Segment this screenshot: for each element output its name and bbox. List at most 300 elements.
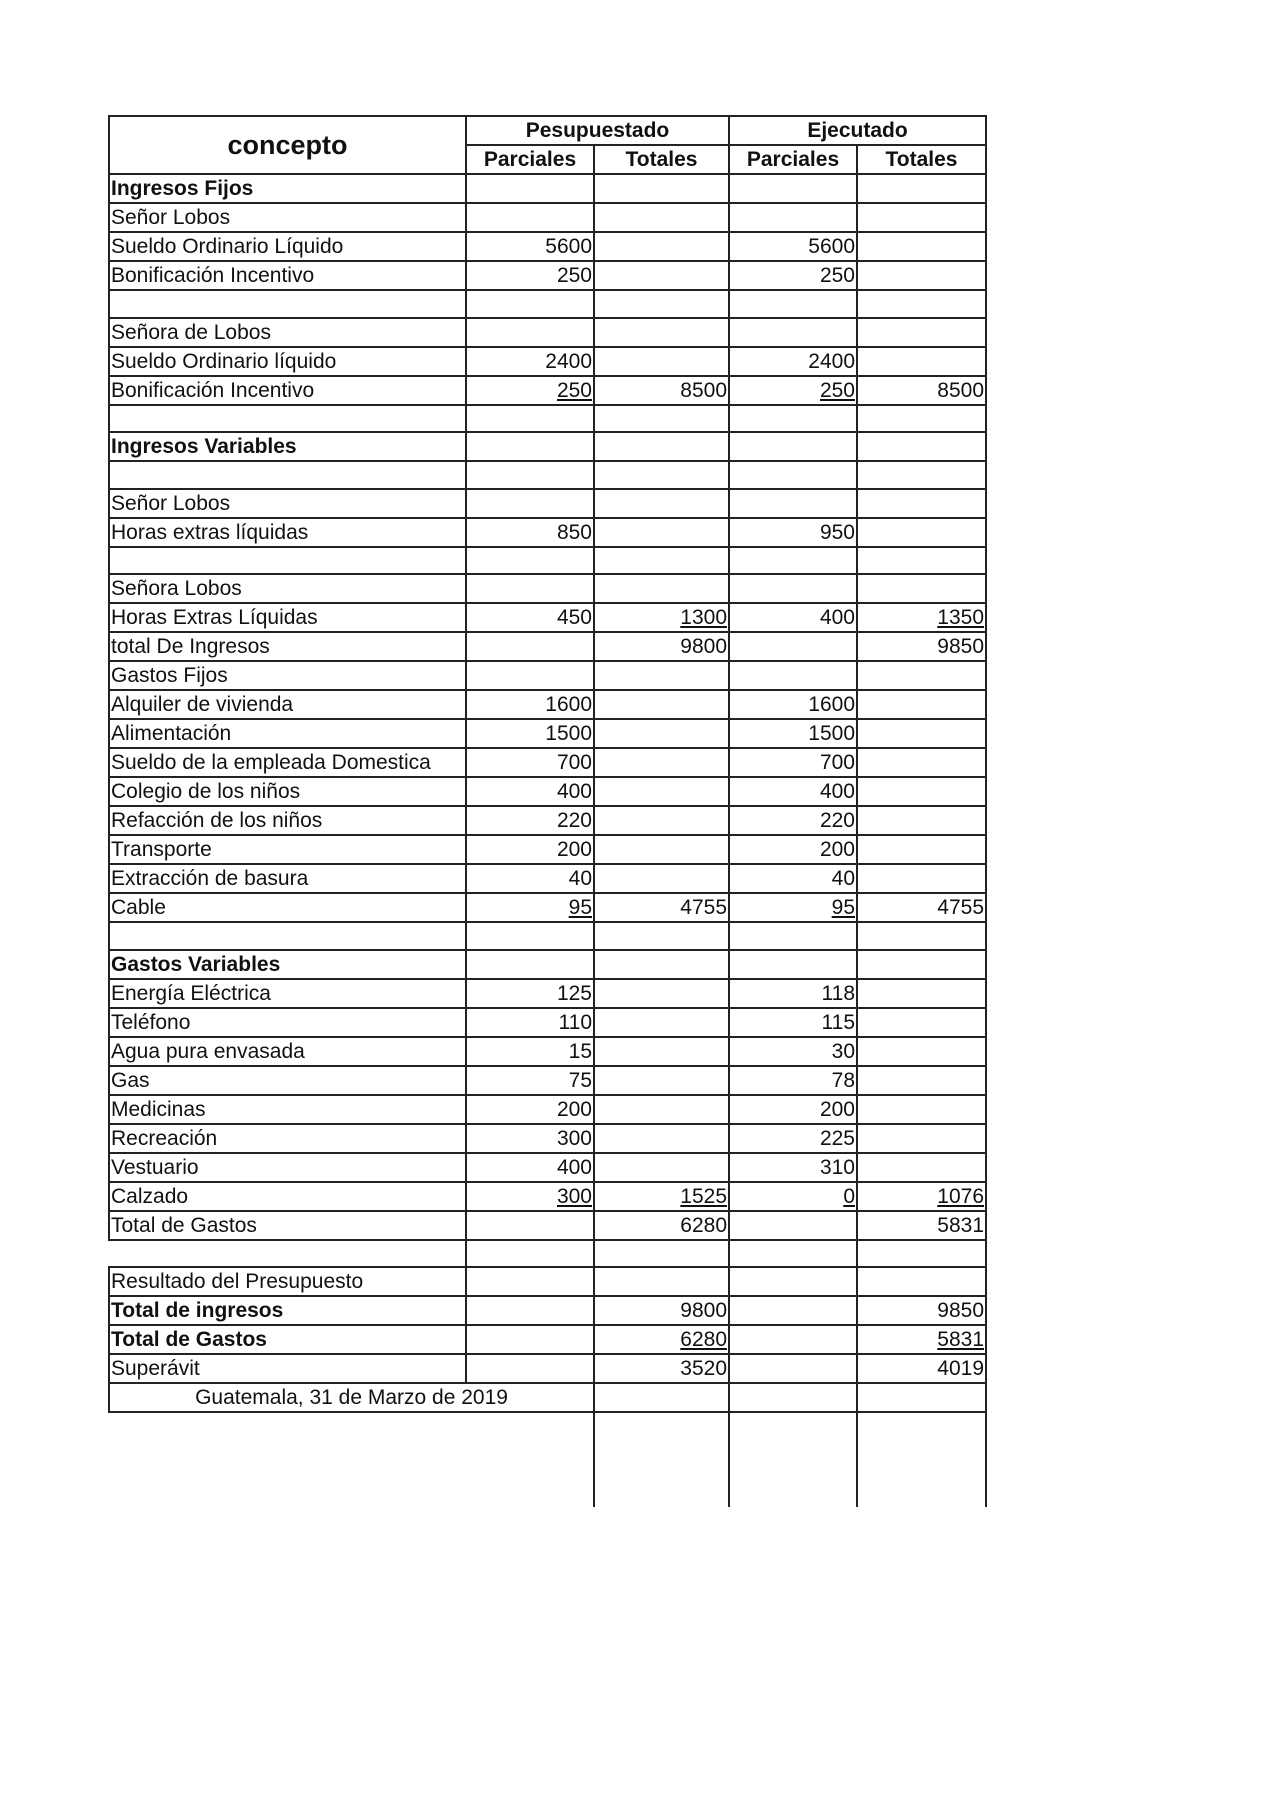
concepto-cell: Señor Lobos <box>109 489 466 518</box>
presupuestado-parcial-value: 1600 <box>545 693 592 716</box>
presupuestado-total-value: 6280 <box>680 1328 727 1351</box>
presupuestado-total-cell <box>594 405 729 433</box>
ejecutado-parcial-value: 950 <box>819 520 855 544</box>
ejecutado-parcial-cell <box>729 461 857 489</box>
presupuestado-parcial-cell <box>466 1095 594 1124</box>
ejecutado-parcial-value: 2400 <box>808 349 855 373</box>
ejecutado-parcial-cell <box>729 203 857 232</box>
ejecutado-parcial-value: 225 <box>819 1126 855 1150</box>
table-row <box>109 748 986 777</box>
presupuestado-total-value: 1300 <box>680 606 727 629</box>
table-row <box>109 1037 986 1066</box>
presupuestado-total-cell <box>594 1182 729 1211</box>
concepto-cell: Extracción de basura <box>109 864 466 893</box>
presupuestado-parcial-cell <box>466 461 594 489</box>
ejecutado-totales-header: Totales <box>857 145 986 174</box>
ejecutado-total-cell <box>857 864 986 893</box>
presupuestado-total-cell <box>594 318 729 347</box>
presupuestado-parcial-cell <box>466 922 594 950</box>
ejecutado-parcial-cell <box>729 864 857 893</box>
presupuestado-parcial-cell <box>466 376 594 405</box>
ejecutado-total-cell <box>857 1267 986 1296</box>
presupuestado-parcial-value: 250 <box>556 264 592 287</box>
ejecutado-parcial-cell <box>729 1153 857 1182</box>
presupuestado-parcial-value: 220 <box>556 809 592 832</box>
date-text: Guatemala, 31 de Marzo de 2019 <box>109 1383 594 1412</box>
presupuestado-parcial-value: 700 <box>556 751 592 774</box>
ejecutado-total-cell <box>857 603 986 632</box>
ejecutado-parcial-value: 118 <box>821 981 855 1005</box>
presupuestado-parcial-cell <box>466 432 594 461</box>
ejecutado-parcial-value: 5600 <box>808 235 855 258</box>
ejecutado-parcial-value: 1600 <box>808 693 855 716</box>
presupuestado-parcial-cell <box>466 405 594 433</box>
ejecutado-parcial-cell <box>729 979 857 1008</box>
presupuestado-parcial-value: 2400 <box>545 349 592 373</box>
presupuestado-parcial-cell <box>466 777 594 806</box>
ejecutado-total-value: 4755 <box>937 896 984 919</box>
concepto-cell <box>109 290 466 318</box>
table-row <box>109 261 986 290</box>
ejecutado-parcial-cell <box>729 922 857 950</box>
ejecutado-total-cell <box>857 806 986 835</box>
presupuestado-total-cell <box>594 489 729 518</box>
ejecutado-parcial-cell <box>729 318 857 347</box>
concepto-cell: Medicinas <box>109 1095 466 1124</box>
ejecutado-total-cell <box>857 261 986 290</box>
ejecutado-total-cell <box>857 347 986 376</box>
concepto-cell <box>109 922 466 950</box>
empty-cell <box>857 1383 986 1412</box>
concepto-cell: Refacción de los niños <box>109 806 466 835</box>
presupuestado-parcial-cell <box>466 1066 594 1095</box>
table-row <box>109 1354 986 1383</box>
table-row <box>109 719 986 748</box>
ejecutado-parcial-cell <box>729 347 857 376</box>
presupuestado-parciales-header: Parciales <box>466 145 594 174</box>
presupuestado-parcial-cell <box>466 174 594 203</box>
concepto-cell: Bonificación Incentivo <box>109 376 466 405</box>
concepto-cell: Recreación <box>109 1124 466 1153</box>
ejecutado-parcial-value: 40 <box>831 867 855 890</box>
ejecutado-parcial-cell <box>729 806 857 835</box>
table-row <box>109 1267 986 1296</box>
ejecutado-parcial-cell <box>729 893 857 922</box>
concepto-cell: Agua pura envasada <box>109 1037 466 1066</box>
table-row <box>109 979 986 1008</box>
ejecutado-parcial-value: 30 <box>831 1039 855 1063</box>
presupuestado-parcial-cell <box>466 547 594 575</box>
ejecutado-total-cell <box>857 922 986 950</box>
ejecutado-total-cell <box>857 1037 986 1066</box>
ejecutado-parcial-cell <box>729 690 857 719</box>
presupuestado-total-cell <box>594 1095 729 1124</box>
ejecutado-parcial-cell <box>729 1296 857 1325</box>
presupuestado-total-cell <box>594 893 729 922</box>
ejecutado-parcial-value: 200 <box>819 838 855 861</box>
table-row <box>109 518 986 547</box>
ejecutado-parcial-cell <box>729 174 857 203</box>
concepto-cell: Señora Lobos <box>109 574 466 603</box>
ejecutado-total-cell <box>857 950 986 979</box>
concepto-cell: Señor Lobos <box>109 203 466 232</box>
ejecutado-total-cell <box>857 1325 986 1354</box>
ejecutado-parcial-value: 250 <box>819 264 855 287</box>
ejecutado-total-value: 5831 <box>937 1328 984 1351</box>
presupuestado-total-cell <box>594 835 729 864</box>
ejecutado-parcial-cell <box>729 748 857 777</box>
budget-table <box>108 115 987 1507</box>
ejecutado-parcial-cell <box>729 1066 857 1095</box>
ejecutado-parcial-value: 1500 <box>808 722 855 745</box>
table-row <box>109 1153 986 1182</box>
ejecutado-parcial-cell <box>729 1182 857 1211</box>
table-row <box>109 835 986 864</box>
presupuestado-total-value: 8500 <box>680 378 727 402</box>
table-row <box>109 1124 986 1153</box>
table-row <box>109 347 986 376</box>
concepto-cell: Alimentación <box>109 719 466 748</box>
ejecutado-total-cell <box>857 461 986 489</box>
presupuestado-total-cell <box>594 1267 729 1296</box>
presupuestado-total-cell <box>594 1325 729 1354</box>
ejecutado-parcial-cell <box>729 835 857 864</box>
presupuestado-parcial-value: 850 <box>556 520 592 544</box>
table-row <box>109 1182 986 1211</box>
concepto-cell: Ingresos Fijos <box>109 174 466 203</box>
presupuestado-parcial-cell <box>466 574 594 603</box>
ejecutado-total-cell <box>857 489 986 518</box>
presupuestado-total-cell <box>594 661 729 690</box>
ejecutado-total-cell <box>857 1124 986 1153</box>
table-row <box>109 661 986 690</box>
table-row <box>109 232 986 261</box>
presupuestado-parcial-cell <box>466 1008 594 1037</box>
concepto-cell: Horas Extras Líquidas <box>109 603 466 632</box>
ejecutado-total-value: 4019 <box>937 1357 984 1380</box>
table-row <box>109 864 986 893</box>
concepto-cell <box>109 405 466 433</box>
concepto-cell: total De Ingresos <box>109 632 466 661</box>
ejecutado-parcial-cell <box>729 661 857 690</box>
ejecutado-header: Ejecutado <box>729 116 986 145</box>
presupuestado-parcial-value: 95 <box>568 896 592 919</box>
presupuestado-total-cell <box>594 806 729 835</box>
ejecutado-parcial-value: 310 <box>819 1155 855 1179</box>
presupuestado-parcial-cell <box>466 232 594 261</box>
presupuestado-parcial-value: 400 <box>556 780 592 803</box>
concepto-header: concepto <box>109 116 466 174</box>
ejecutado-parciales-header: Parciales <box>729 145 857 174</box>
ejecutado-parcial-value: 0 <box>843 1184 855 1208</box>
concepto-cell <box>109 547 466 575</box>
table-row <box>109 603 986 632</box>
presupuestado-total-cell <box>594 261 729 290</box>
ejecutado-parcial-cell <box>729 1325 857 1354</box>
ejecutado-total-cell <box>857 1354 986 1383</box>
ejecutado-parcial-cell <box>729 632 857 661</box>
concepto-cell: Superávit <box>109 1354 466 1383</box>
presupuestado-total-cell <box>594 864 729 893</box>
ejecutado-parcial-cell <box>729 1240 857 1268</box>
concepto-cell: Resultado del Presupuesto <box>109 1267 466 1296</box>
ejecutado-parcial-cell <box>729 1124 857 1153</box>
presupuestado-parcial-cell <box>466 1182 594 1211</box>
table-row <box>109 1296 986 1325</box>
presupuestado-parcial-cell <box>466 1037 594 1066</box>
ejecutado-total-cell <box>857 1066 986 1095</box>
presupuestado-total-cell <box>594 690 729 719</box>
concepto-cell: Energía Eléctrica <box>109 979 466 1008</box>
concepto-cell: Gastos Variables <box>109 950 466 979</box>
ejecutado-parcial-cell <box>729 1211 857 1240</box>
concepto-cell: Sueldo Ordinario líquido <box>109 347 466 376</box>
ejecutado-parcial-cell <box>729 489 857 518</box>
concepto-cell: Transporte <box>109 835 466 864</box>
presupuestado-parcial-value: 400 <box>556 1155 592 1179</box>
ejecutado-total-value: 9850 <box>937 1299 984 1322</box>
presupuestado-parcial-cell <box>466 290 594 318</box>
presupuestado-parcial-value: 200 <box>556 838 592 861</box>
ejecutado-total-cell <box>857 1296 986 1325</box>
table-row <box>109 547 986 575</box>
ejecutado-parcial-cell <box>729 574 857 603</box>
ejecutado-total-cell <box>857 835 986 864</box>
ejecutado-parcial-cell <box>729 950 857 979</box>
ejecutado-total-cell <box>857 979 986 1008</box>
presupuestado-parcial-cell <box>466 893 594 922</box>
ejecutado-parcial-cell <box>729 290 857 318</box>
ejecutado-parcial-value: 95 <box>831 896 855 919</box>
presupuestado-parcial-cell <box>466 1325 594 1354</box>
presupuestado-parcial-value: 40 <box>568 867 592 890</box>
table-row <box>109 290 986 318</box>
presupuestado-parcial-cell <box>466 632 594 661</box>
presupuestado-parcial-cell <box>466 318 594 347</box>
presupuestado-parcial-value: 125 <box>556 981 592 1005</box>
presupuestado-total-cell <box>594 748 729 777</box>
concepto-cell: Vestuario <box>109 1153 466 1182</box>
ejecutado-parcial-value: 250 <box>819 378 855 402</box>
presupuestado-total-value: 1525 <box>680 1184 727 1208</box>
presupuestado-parcial-cell <box>466 347 594 376</box>
empty-cell <box>729 1383 857 1412</box>
table-row <box>109 489 986 518</box>
ejecutado-parcial-cell <box>729 1008 857 1037</box>
presupuestado-total-value: 6280 <box>680 1213 727 1237</box>
ejecutado-parcial-value: 200 <box>819 1097 855 1121</box>
concepto-cell: Bonificación Incentivo <box>109 261 466 290</box>
presupuestado-total-cell <box>594 376 729 405</box>
ejecutado-total-cell <box>857 232 986 261</box>
ejecutado-total-value: 8500 <box>937 378 984 402</box>
concepto-cell: Gas <box>109 1066 466 1095</box>
presupuestado-total-cell <box>594 347 729 376</box>
table-row <box>109 1066 986 1095</box>
presupuestado-total-cell <box>594 290 729 318</box>
concepto-cell: Teléfono <box>109 1008 466 1037</box>
concepto-cell <box>109 461 466 489</box>
presupuestado-total-cell <box>594 1240 729 1268</box>
presupuestado-total-cell <box>594 979 729 1008</box>
ejecutado-parcial-value: 78 <box>831 1068 855 1092</box>
table-row <box>109 376 986 405</box>
table-row <box>109 461 986 489</box>
ejecutado-total-cell <box>857 318 986 347</box>
presupuestado-total-cell <box>594 203 729 232</box>
concepto-cell: Horas extras líquidas <box>109 518 466 547</box>
ejecutado-parcial-cell <box>729 518 857 547</box>
presupuestado-parcial-cell <box>466 603 594 632</box>
date-row <box>109 1383 986 1412</box>
ejecutado-parcial-value: 700 <box>819 751 855 774</box>
presupuestado-parcial-cell <box>466 1153 594 1182</box>
ejecutado-parcial-cell <box>729 405 857 433</box>
table-row <box>109 203 986 232</box>
ejecutado-total-cell <box>857 661 986 690</box>
presupuestado-parcial-cell <box>466 835 594 864</box>
presupuestado-total-cell <box>594 922 729 950</box>
presupuestado-parcial-cell <box>466 1267 594 1296</box>
presupuestado-total-cell <box>594 1296 729 1325</box>
table-row <box>109 632 986 661</box>
presupuestado-parcial-cell <box>466 489 594 518</box>
concepto-cell: Colegio de los niños <box>109 777 466 806</box>
ejecutado-total-cell <box>857 719 986 748</box>
concepto-cell: Ingresos Variables <box>109 432 466 461</box>
presupuestado-total-cell <box>594 574 729 603</box>
presupuestado-total-cell <box>594 1211 729 1240</box>
concepto-cell: Señora de Lobos <box>109 318 466 347</box>
table-row <box>109 405 986 433</box>
ejecutado-total-cell <box>857 174 986 203</box>
presupuestado-total-cell <box>594 432 729 461</box>
ejecutado-total-cell <box>857 432 986 461</box>
ejecutado-total-cell <box>857 748 986 777</box>
presupuestado-parcial-value: 75 <box>568 1068 592 1092</box>
ejecutado-total-cell <box>857 690 986 719</box>
table-row <box>109 174 986 203</box>
presupuestado-parcial-cell <box>466 261 594 290</box>
ejecutado-total-cell <box>857 547 986 575</box>
concepto-cell: Gastos Fijos <box>109 661 466 690</box>
ejecutado-total-cell <box>857 1008 986 1037</box>
ejecutado-total-cell <box>857 290 986 318</box>
presupuestado-total-value: 3520 <box>680 1357 727 1380</box>
presupuestado-total-value: 9800 <box>680 1299 727 1322</box>
ejecutado-parcial-cell <box>729 547 857 575</box>
table-row <box>109 432 986 461</box>
ejecutado-total-cell <box>857 1240 986 1268</box>
table-row <box>109 922 986 950</box>
presupuestado-total-cell <box>594 174 729 203</box>
table-row <box>109 1095 986 1124</box>
ejecutado-total-cell <box>857 405 986 433</box>
presupuestado-total-cell <box>594 603 729 632</box>
presupuestado-parcial-cell <box>466 950 594 979</box>
table-row <box>109 574 986 603</box>
table-row <box>109 318 986 347</box>
presupuestado-total-cell <box>594 1124 729 1153</box>
ejecutado-total-value: 5831 <box>937 1213 984 1237</box>
ejecutado-total-cell <box>857 1095 986 1124</box>
presupuestado-parcial-cell <box>466 979 594 1008</box>
ejecutado-parcial-value: 400 <box>819 606 855 629</box>
presupuestado-parcial-value: 110 <box>558 1010 592 1034</box>
concepto-cell: Total de ingresos <box>109 1296 466 1325</box>
concepto-cell: Alquiler de vivienda <box>109 690 466 719</box>
presupuestado-totales-header: Totales <box>594 145 729 174</box>
ejecutado-total-cell <box>857 203 986 232</box>
presupuestado-total-value: 4755 <box>680 896 727 919</box>
ejecutado-total-cell <box>857 1211 986 1240</box>
presupuestado-total-cell <box>594 518 729 547</box>
table-row <box>109 1240 986 1268</box>
presupuestado-total-cell <box>594 1066 729 1095</box>
presupuestado-total-cell <box>594 719 729 748</box>
presupuestado-total-cell <box>594 777 729 806</box>
table-row <box>109 690 986 719</box>
ejecutado-total-value: 1076 <box>937 1184 984 1208</box>
table-row <box>109 1211 986 1240</box>
open-column-cell <box>594 1412 729 1507</box>
presupuestado-total-value: 9800 <box>680 635 727 658</box>
concepto-cell: Sueldo de la empleada Domestica <box>109 748 466 777</box>
presupuestado-parcial-value: 5600 <box>545 235 592 258</box>
presupuestado-parcial-cell <box>466 806 594 835</box>
presupuestado-parcial-cell <box>466 690 594 719</box>
presupuestado-total-cell <box>594 632 729 661</box>
header-row-1 <box>109 116 986 145</box>
concepto-cell: Cable <box>109 893 466 922</box>
ejecutado-total-cell <box>857 1182 986 1211</box>
presupuestado-parcial-cell <box>466 1124 594 1153</box>
presupuestado-parcial-cell <box>466 1211 594 1240</box>
ejecutado-total-value: 1350 <box>937 606 984 629</box>
ejecutado-total-cell <box>857 777 986 806</box>
presupuestado-parcial-cell <box>466 719 594 748</box>
ejecutado-parcial-cell <box>729 1267 857 1296</box>
presupuestado-total-cell <box>594 1354 729 1383</box>
ejecutado-parcial-cell <box>729 376 857 405</box>
presupuestado-parcial-value: 450 <box>556 606 592 629</box>
concepto-cell: Sueldo Ordinario Líquido <box>109 232 466 261</box>
table-row <box>109 806 986 835</box>
ejecutado-parcial-cell <box>729 232 857 261</box>
presupuestado-parcial-cell <box>466 1240 594 1268</box>
presupuestado-parcial-cell <box>466 518 594 547</box>
presupuestado-total-cell <box>594 1037 729 1066</box>
presupuestado-parcial-value: 200 <box>556 1097 592 1121</box>
table-row <box>109 893 986 922</box>
concepto-cell: Total de Gastos <box>109 1211 466 1240</box>
empty-cell <box>594 1383 729 1412</box>
ejecutado-total-cell <box>857 893 986 922</box>
presupuestado-total-cell <box>594 547 729 575</box>
concepto-cell <box>109 1240 466 1268</box>
presupuestado-total-cell <box>594 1008 729 1037</box>
presupuestado-total-cell <box>594 950 729 979</box>
presupuestado-parcial-value: 250 <box>556 378 592 402</box>
ejecutado-parcial-cell <box>729 1095 857 1124</box>
ejecutado-total-cell <box>857 632 986 661</box>
presupuestado-parcial-cell <box>466 1354 594 1383</box>
presupuestado-parcial-value: 300 <box>556 1126 592 1150</box>
presupuestado-total-cell <box>594 232 729 261</box>
presupuestado-parcial-cell <box>466 748 594 777</box>
presupuestado-parcial-cell <box>466 864 594 893</box>
ejecutado-parcial-cell <box>729 777 857 806</box>
